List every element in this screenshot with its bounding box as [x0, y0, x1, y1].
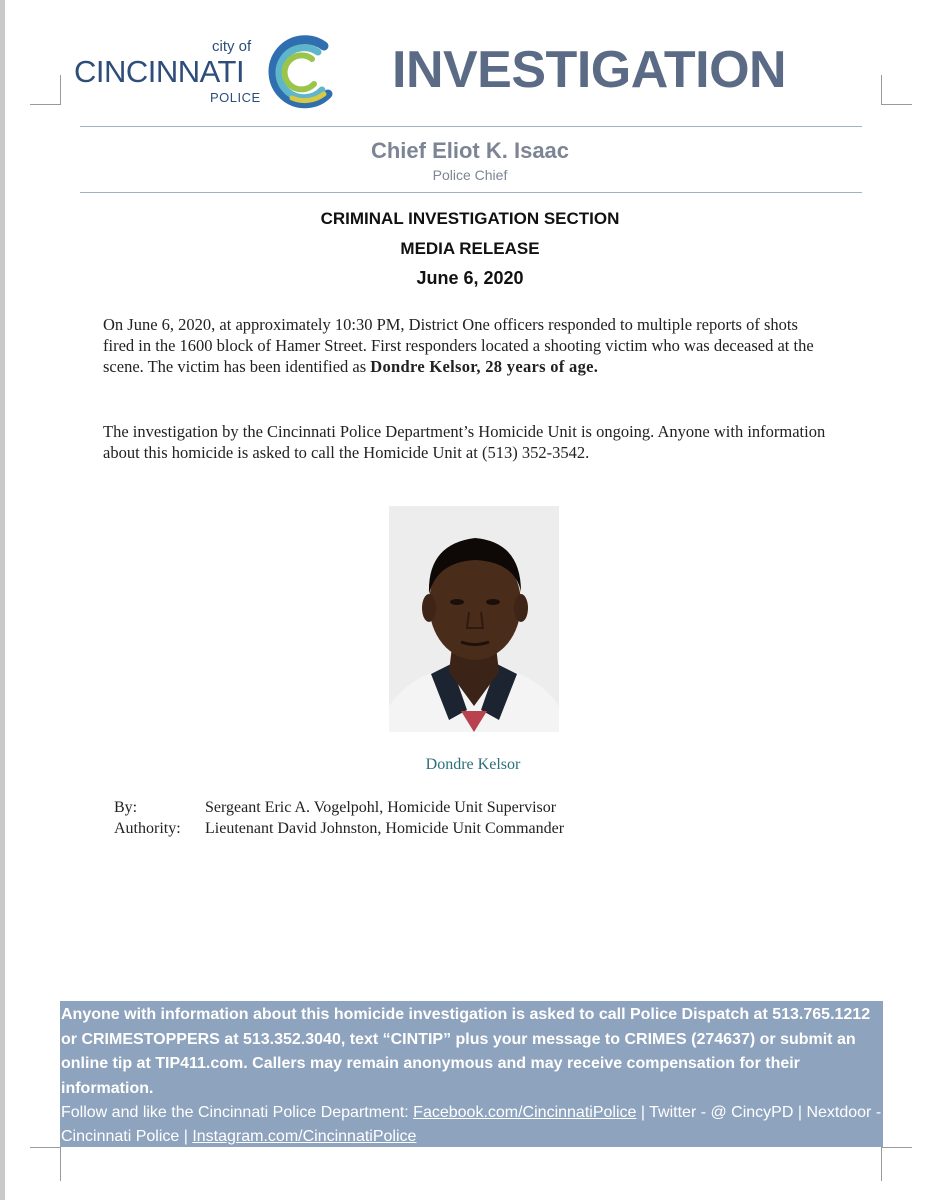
- header-divider-bottom: [80, 192, 862, 193]
- instagram-link[interactable]: Instagram.com/CincinnatiPolice: [192, 1128, 417, 1145]
- follow-prefix: Follow and like the Cincinnati Police Department:: [61, 1104, 414, 1121]
- contact-paragraph: The investigation by the Cincinnati Police Department’s Homicide Unit is ongoing. Anyone with information about this homicide is asked to call the Homicide Unit at (513) 352-3542.: [103, 422, 826, 462]
- chief-name: Chief Eliot K. Isaac: [370, 138, 570, 163]
- logo-city-of: city of: [212, 38, 252, 55]
- section-heading: CRIMINAL INVESTIGATION SECTION: [320, 209, 620, 228]
- crop-mark-bottom-left: [60, 1147, 61, 1181]
- logo-c-swirl-icon: [262, 32, 342, 112]
- header-divider-top: [80, 126, 862, 127]
- crop-mark-bottom-right: [881, 1147, 882, 1181]
- by-label: By:: [114, 799, 138, 816]
- follow-sep2: |: [179, 1128, 193, 1145]
- victim-photo: [389, 506, 559, 732]
- nextdoor-link[interactable]: Nextdoor - Cincinnati Police: [61, 1104, 882, 1145]
- crop-mark-top-left: [60, 75, 61, 105]
- photo-caption: Dondre Kelsor: [425, 756, 521, 773]
- crop-mark-top-left-h: [30, 104, 61, 105]
- footer-notice-box: [60, 1001, 883, 1147]
- authority-value: Lieutenant David Johnston, Homicide Unit Commander: [205, 820, 565, 837]
- follow-sep1: | Twitter - @ CincyPD |: [636, 1104, 807, 1121]
- victim-identity: Dondre Kelsor, 28 years of age.: [370, 357, 599, 376]
- incident-text: On June 6, 2020, at approximately 10:30 PM, District One officers responded to multiple reports of shots fired in the 1600 block of Hamer Street. First responders located a shooting victim who was deceased at the scene. The victim has been identified as: [103, 315, 814, 376]
- footer-follow: [61, 1101, 883, 1149]
- chief-title: Police Chief: [432, 167, 508, 183]
- incident-paragraph: [103, 314, 828, 377]
- release-date: June 6, 2020: [416, 268, 524, 288]
- crop-mark-bottom-right-h: [881, 1147, 912, 1148]
- signature-by: [114, 799, 556, 817]
- page-title: INVESTIGATION: [392, 41, 787, 99]
- cincinnati-police-logo: [72, 32, 342, 112]
- footer-notice: Anyone with information about this homicide investigation is asked to call Police Dispatch at 513.765.1212 or CRIMESTOPPERS at 513.352.3040, text “CINTIP” plus your message to CRIMES (274637) or submit an online tip at TIP411.com. Callers may remain anonymous and may receive compensation for their information.: [61, 1006, 871, 1097]
- crop-mark-top-right-h: [881, 104, 912, 105]
- crop-mark-bottom-left-h: [30, 1147, 61, 1148]
- signature-authority: [114, 820, 564, 838]
- crop-mark-top-right: [881, 75, 882, 105]
- by-value: Sergeant Eric A. Vogelpohl, Homicide Unit Supervisor: [205, 799, 557, 816]
- authority-label: Authority:: [114, 820, 181, 837]
- logo-police: POLICE: [210, 90, 261, 105]
- facebook-link[interactable]: Facebook.com/CincinnatiPolice: [413, 1104, 637, 1121]
- logo-cincinnati: CINCINNATI: [74, 54, 245, 89]
- release-type: MEDIA RELEASE: [400, 239, 540, 258]
